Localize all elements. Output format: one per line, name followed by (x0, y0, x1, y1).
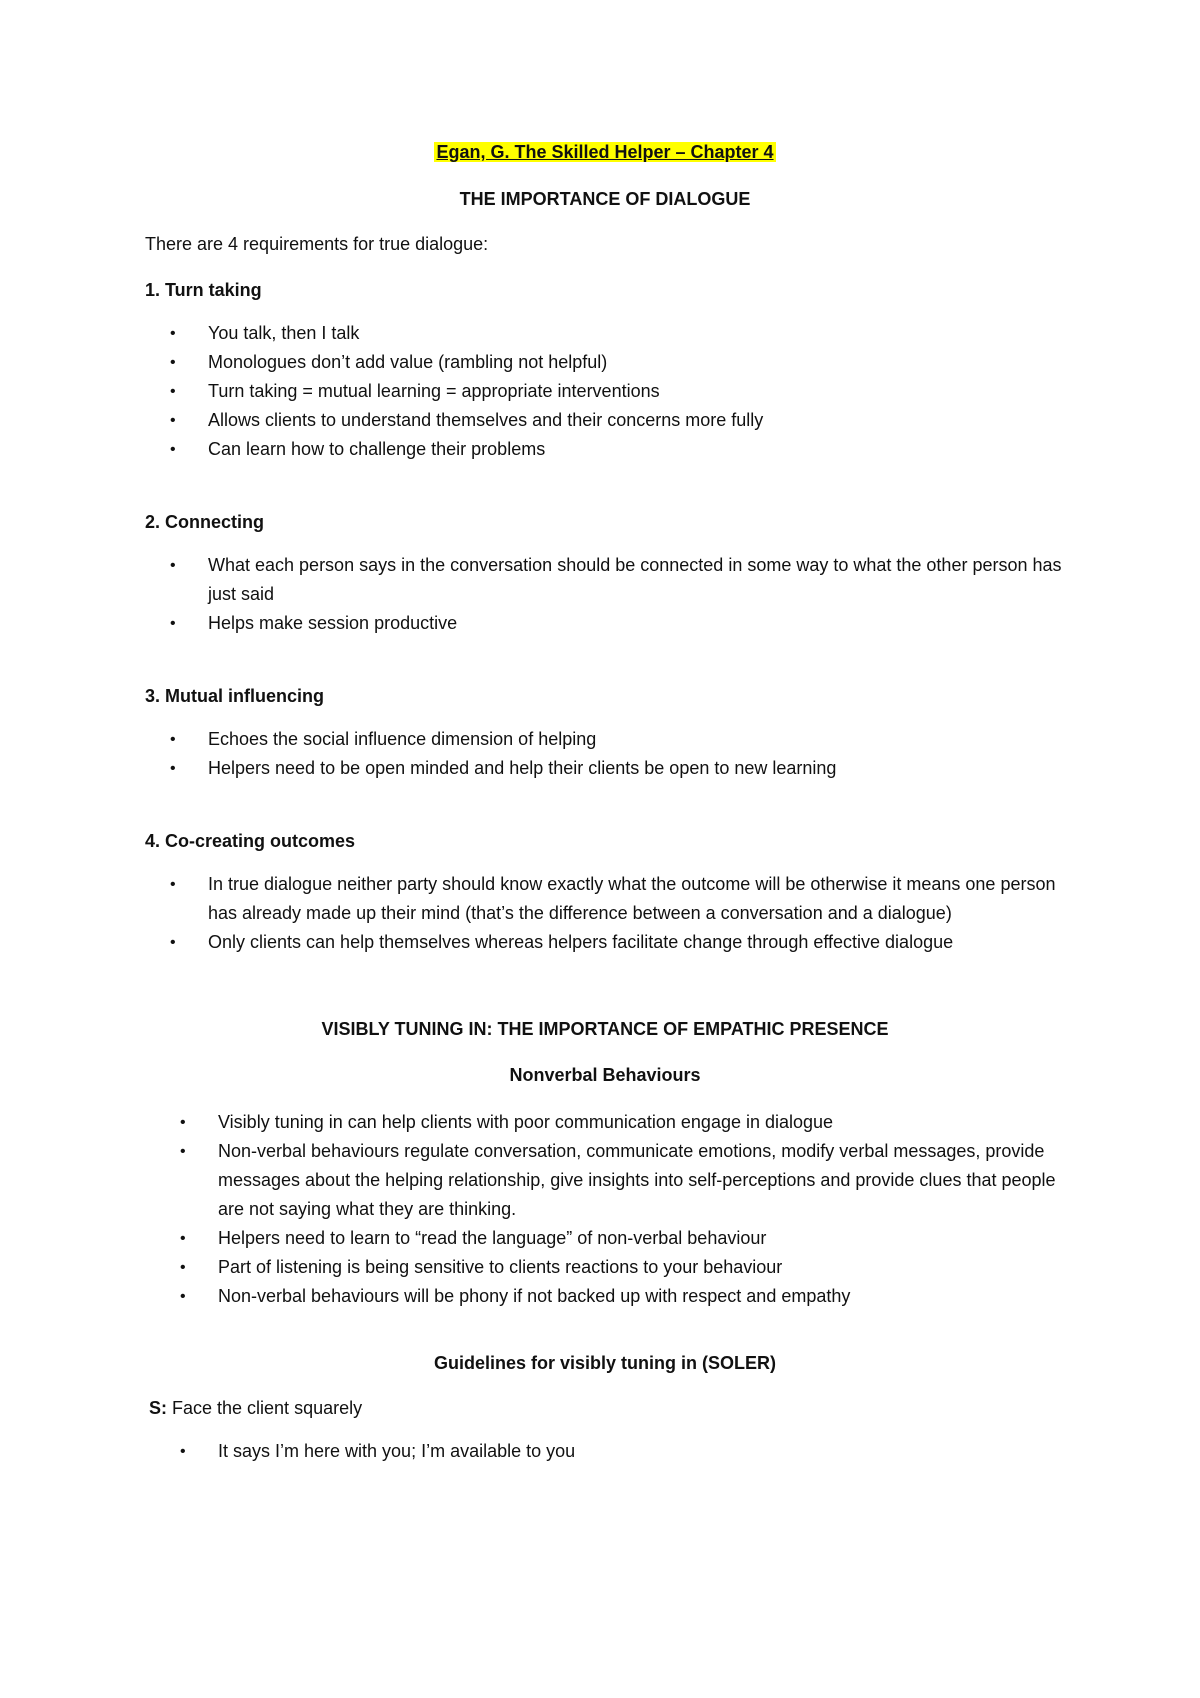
list-item-text: Visibly tuning in can help clients with poor communication engage in dialogue (218, 1111, 834, 1132)
bullet-icon: • (180, 1287, 186, 1305)
list-item-text: Allows clients to understand themselves and their concerns more fully (208, 409, 764, 430)
list-item-text: Can learn how to challenge their problems (208, 438, 546, 459)
document-title: Egan, G. The Skilled Helper – Chapter 4 (436, 142, 774, 162)
section-heading-empathic-presence: VISIBLY TUNING IN: THE IMPORTANCE OF EMPATHIC PRESENCE (321, 1019, 889, 1040)
bullet-icon: • (170, 614, 176, 632)
list-item (145, 725, 1065, 754)
list-item-text: You talk, then I talk (208, 322, 360, 343)
document-body (145, 140, 1065, 1512)
bullet-icon: • (170, 731, 176, 749)
list-item-text: Helpers need to learn to “read the language” of non-verbal behaviour (218, 1227, 767, 1248)
list-item-text: It says I’m here with you; I’m available to you (218, 1441, 576, 1462)
list-item (145, 319, 1065, 348)
intro-text: There are 4 requirements for true dialogue: (145, 234, 489, 255)
bullet-icon: • (170, 934, 176, 952)
list-item-text: Part of listening is being sensitive to clients reactions to your behaviour (218, 1256, 783, 1277)
requirement-heading-turn-taking: 1. Turn taking (145, 279, 262, 300)
guidelines-heading: Guidelines for visibly tuning in (SOLER) (433, 1352, 777, 1373)
requirement-heading-mutual-influencing: 3. Mutual influencing (145, 685, 324, 706)
bullet-list-co-creating-outcomes (145, 870, 1065, 957)
bullet-icon: • (170, 556, 176, 574)
list-item (145, 377, 1065, 406)
requirement-heading-connecting: 2. Connecting (145, 511, 265, 532)
list-item-text: Helps make session productive (208, 612, 458, 633)
bullet-list-turn-taking (145, 319, 1065, 464)
section-heading-dialogue: THE IMPORTANCE OF DIALOGUE (459, 189, 751, 210)
list-item-text: Helpers need to be open minded and help their clients be open to new learning (208, 758, 837, 779)
bullet-list-nonverbal-behaviours (145, 1108, 1065, 1311)
soler-s-line (149, 1396, 1065, 1421)
bullet-icon: • (180, 1113, 186, 1131)
title-row (145, 140, 1065, 165)
list-item (145, 1253, 1065, 1282)
bullet-icon: • (180, 1142, 186, 1160)
bullet-list-connecting (145, 551, 1065, 638)
list-item-text: Turn taking = mutual learning = appropriate interventions (208, 380, 660, 401)
soler-letter: S: (149, 1397, 167, 1418)
list-item (145, 754, 1065, 783)
list-item-text: Only clients can help themselves whereas helpers facilitate change through effective dialogue (208, 932, 954, 953)
list-item (145, 1108, 1065, 1137)
soler-text: Face the client squarely (167, 1397, 363, 1418)
list-item (145, 348, 1065, 377)
list-item (145, 870, 1065, 928)
bullet-icon: • (170, 411, 176, 429)
bullet-icon: • (170, 382, 176, 400)
list-item (145, 406, 1065, 435)
bullet-icon: • (170, 876, 176, 894)
list-item (145, 1137, 1065, 1224)
list-item (145, 1282, 1065, 1311)
bullet-icon: • (180, 1229, 186, 1247)
list-item (145, 1224, 1065, 1253)
bullet-icon: • (170, 324, 176, 342)
bullet-icon: • (170, 353, 176, 371)
list-item (145, 551, 1065, 609)
bullet-list-soler-s (145, 1437, 1065, 1466)
bullet-list-mutual-influencing (145, 725, 1065, 783)
bullet-icon: • (170, 760, 176, 778)
list-item-text: Non-verbal behaviours regulate conversation, communicate emotions, modify verbal messages, provide messages about the helping relationship, give insights into self-perceptions and provide clues that people are not saying what they are thinking. (218, 1140, 1056, 1219)
list-item-text: What each person says in the conversation should be connected in some way to what the other person has just said (208, 554, 1062, 604)
list-item-text: Monologues don’t add value (rambling not helpful) (208, 351, 608, 372)
bullet-icon: • (170, 440, 176, 458)
list-item-text: Non-verbal behaviours will be phony if not backed up with respect and empathy (218, 1285, 851, 1306)
list-item (145, 609, 1065, 638)
subheading-nonverbal-behaviours: Nonverbal Behaviours (509, 1064, 701, 1085)
bullet-icon: • (180, 1443, 186, 1461)
list-item-text: In true dialogue neither party should know exactly what the outcome will be otherwise it means one person has already made up their mind (that’s the difference between a conversation and a dialogue) (208, 874, 1056, 924)
requirement-heading-co-creating-outcomes: 4. Co-creating outcomes (145, 831, 356, 852)
list-item (145, 435, 1065, 464)
list-item (145, 928, 1065, 957)
list-item-text: Echoes the social influence dimension of helping (208, 729, 597, 750)
list-item (145, 1437, 1065, 1466)
bullet-icon: • (180, 1258, 186, 1276)
